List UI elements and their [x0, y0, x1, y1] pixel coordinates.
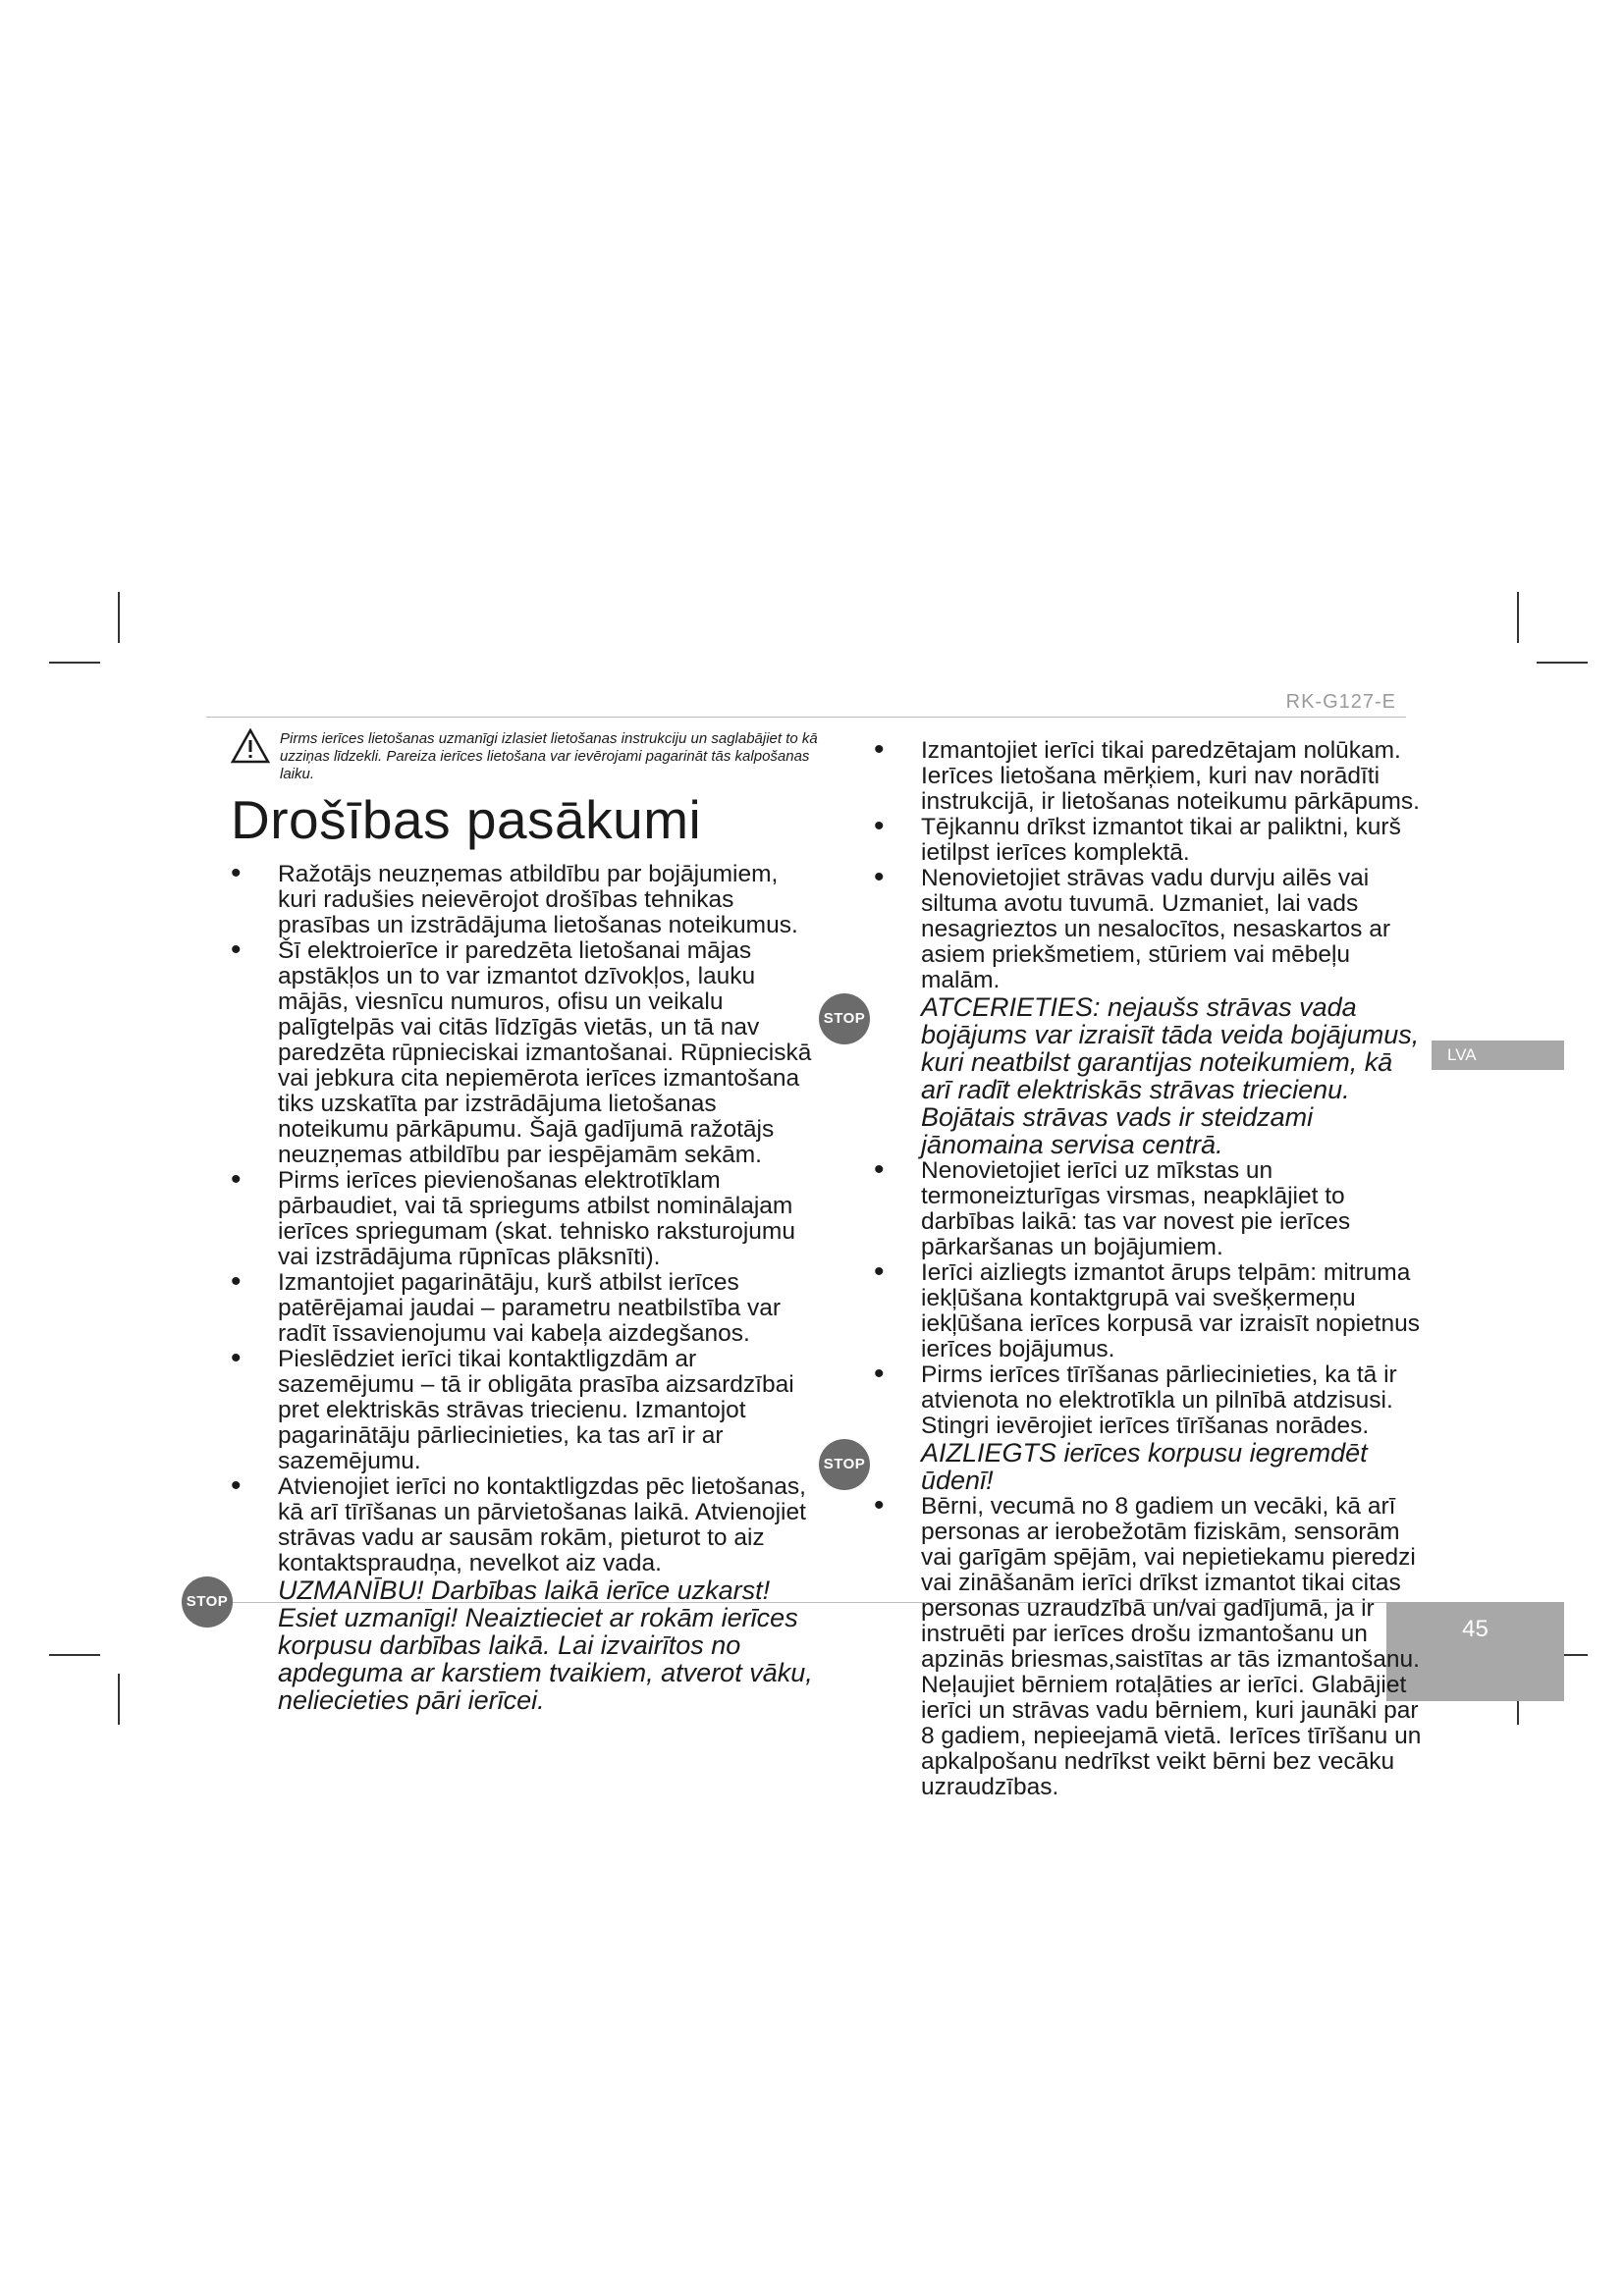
- safety-list-right-a: [874, 738, 1424, 993]
- crop-mark: [1537, 662, 1588, 664]
- safety-list-left: [231, 862, 820, 1576]
- stop-sign-icon: STOP: [819, 1439, 870, 1490]
- stop-sign-icon: STOP: [182, 1576, 233, 1628]
- stop-warning: [823, 992, 1424, 1159]
- list-item: • Pieslēdziet ierīci tikai kontaktligzdām ar sazemējumu – tā ir obligāta prasība aizsardzībai pret elektriskās strāvas triecienu. Izmantojot pagarinātāju pārliecinieties, ka tas arī ir ar sazemējumu.: [231, 1347, 820, 1474]
- crop-mark: [49, 662, 100, 664]
- stop-warning-text: AIZLIEGTS ierīces korpusu iegremdēt ūdenī!: [921, 1438, 1368, 1495]
- right-column: [823, 737, 1424, 1800]
- list-item: • Šī elektroierīce ir paredzēta lietošanai mājas apstākļos un to var izmantot dzīvokļos, lauku mājās, viesnīcu numuros, ofisu un veikalu palīgtelpās vai citās līdzīgās vietās, un tā nav paredzēta rūpnieciskai izmantošanai. Rūpnieciskā vai jebkura cita nepiemērota ierīces izmantošana tiks uzskatīta par izstrādājuma lietošanas noteikumu pārkāpumu. Šajā gadījumā ražotājs neuzņemas atbildību par iespējamām sekām.: [231, 938, 820, 1168]
- warning-triangle-icon: [231, 728, 270, 764]
- page-number: 45: [1386, 1602, 1564, 1701]
- top-divider: [206, 717, 1406, 718]
- model-number: RK-G127-E: [1285, 691, 1396, 713]
- stop-warning-text: UZMANĪBU! Darbības laikā ierīce uzkarst! Esiet uzmanīgi! Neaiztieciet ar rokām ierīces korpusu darbības laikā. Lai izvairītos no apdeguma ar karstiem tvaikiem, atverot vāku, neliecieties pāri ierīcei.: [278, 1575, 813, 1715]
- list-item: • Izmantojiet pagarinātāju, kurš atbilst ierīces patērējamai jaudai – parametru neatbilstība var radīt īssavienojumu vai kabeļa aizdegšanos.: [231, 1270, 820, 1347]
- list-item: • Nenovietojiet ierīci uz mīkstas un termoneizturīgas virsmas, neapklājiet to darbības laikā: tas var novest pie ierīces pārkaršanas un bojājumiem.: [874, 1158, 1424, 1260]
- safety-list-right-c: [874, 1494, 1424, 1800]
- page-title: Drošības pasākumi: [231, 789, 702, 850]
- left-column: [186, 728, 820, 1715]
- safety-list-right-b: [874, 1158, 1424, 1439]
- crop-mark: [118, 1674, 120, 1725]
- list-item: • Tējkannu drīkst izmantot tikai ar paliktni, kurš ietilpst ierīces komplektā.: [874, 815, 1424, 866]
- warning-note: [231, 728, 820, 783]
- list-item: • Izmantojiet ierīci tikai paredzētajam nolūkam. Ierīces lietošana mērķiem, kuri nav norādīti instrukcijā, ir lietošanas noteikumu pārkāpums.: [874, 738, 1424, 815]
- list-item: • Atvienojiet ierīci no kontaktligzdas pēc lietošanas, kā arī tīrīšanas un pārvietošanas laikā. Atvienojiet strāvas vadu ar sausām rokām, pieturot to aiz kontaktspraudņa, nevelkot aiz vada.: [231, 1474, 820, 1576]
- stop-warning: [823, 1438, 1424, 1495]
- stop-warning: [186, 1575, 820, 1715]
- list-item: • Ierīci aizliegts izmantot ārups telpām: mitruma iekļūšana kontaktgrupā vai svešķermeņu iekļūšana ierīces korpusā var izraisīt nopietnus ierīces bojājumus.: [874, 1260, 1424, 1362]
- list-item: • Pirms ierīces pievienošanas elektrotīklam pārbaudiet, vai tā spriegums atbilst nominālajam ierīces spriegumam (skat. tehnisko raksturojumu vai izstrādājuma rūpnīcas plāksnīti).: [231, 1168, 820, 1270]
- list-item: • Pirms ierīces tīrīšanas pārliecinieties, ka tā ir atvienota no elektrotīkla un pilnībā atdzisusi. Stingri ievērojiet ierīces tīrīšanas norādes.: [874, 1362, 1424, 1439]
- stop-warning-text: ATCERIETIES: nejaušs strāvas vada bojājums var izraisīt tāda veida bojājumus, kuri neatbilst garantijas noteikumiem, kā arī radīt elektriskās strāvas triecienu. Bojātais strāvas vads ir steidzami jānomaina servisa centrā.: [921, 992, 1420, 1159]
- crop-mark: [1517, 592, 1519, 643]
- crop-mark: [49, 1654, 100, 1656]
- list-item: • Ražotājs neuzņemas atbildību par bojājumiem, kuri radušies neievērojot drošības tehnikas prasības un izstrādājuma lietošanas noteikumus.: [231, 862, 820, 938]
- warning-text: Pirms ierīces lietošanas uzmanīgi izlasiet lietošanas instrukciju un saglabājiet to kā uzziņas līdzekli. Pareiza ierīces lietošana var ievērojami pagarināt tās kalpošanas laiku.: [280, 730, 818, 782]
- language-tab: LVA: [1432, 1041, 1564, 1070]
- list-item: • Bērni, vecumā no 8 gadiem un vecāki, kā arī personas ar ierobežotām fiziskām, sensorām vai garīgām spējām, vai nepietiekamu pieredzi vai zināšanām ierīci drīkst izmantot tikai citas personas uzraudzībā un/vai gadījumā, ja ir instruēti par ierīces drošu izmantošanu un apzinās briesmas,saistītas ar tās izmantošanu. Neļaujiet bērniem rotaļāties ar ierīci. Glabājiet ierīci un strāvas vadu bērniem, kuri jaunāki par 8 gadiem, nepieejamā vietā. Ierīces tīrīšanu un apkalpošanu nedrīkst veikt bērni bez vecāku uzraudzības.: [874, 1494, 1424, 1800]
- stop-sign-icon: STOP: [819, 993, 870, 1044]
- list-item: • Nenovietojiet strāvas vadu durvju ailēs vai siltuma avotu tuvumā. Uzmaniet, lai vads nesagrieztos un nesalocītos, nesaskartos ar asiem priekšmetiem, stūriem vai mēbeļu malām.: [874, 866, 1424, 993]
- crop-mark: [118, 592, 120, 643]
